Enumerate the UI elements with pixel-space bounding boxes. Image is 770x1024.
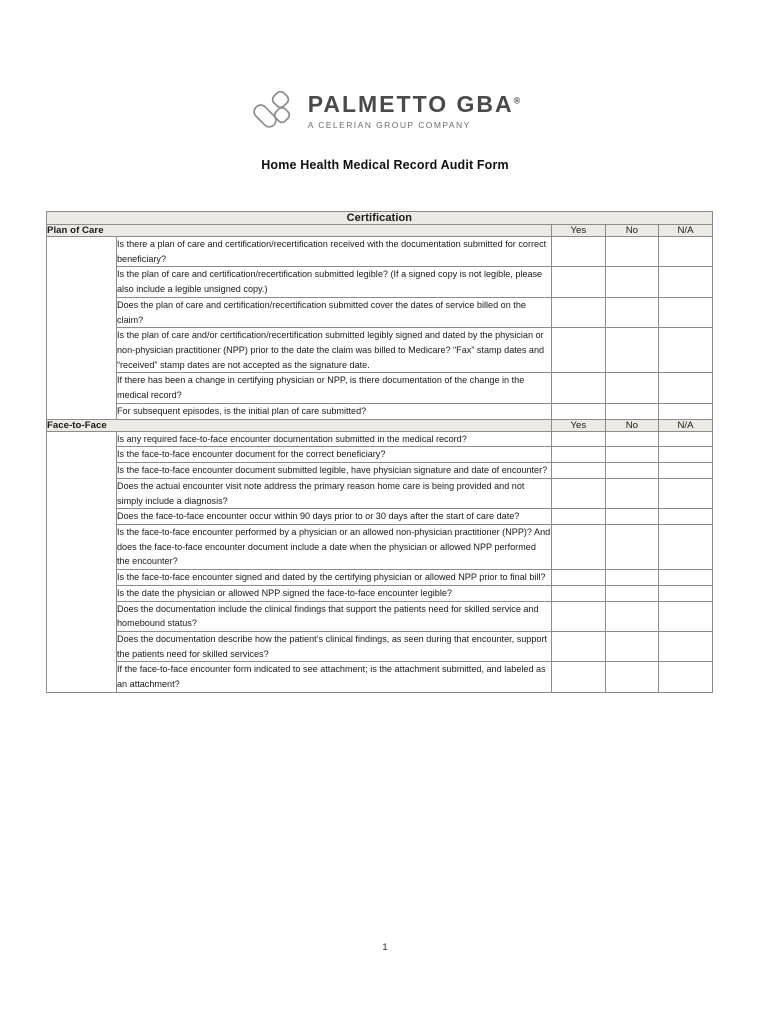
answer-checkbox-yes[interactable] bbox=[552, 478, 606, 508]
answer-checkbox-na[interactable] bbox=[659, 328, 713, 373]
answer-checkbox-na[interactable] bbox=[659, 601, 713, 631]
section-label-plan-of-care: Plan of Care bbox=[47, 225, 552, 237]
question-text: Is the face-to-face encounter document for the correct beneficiary? bbox=[117, 447, 552, 463]
answer-checkbox-na[interactable] bbox=[659, 237, 713, 267]
logo-wordmark-text: PALMETTO GBA bbox=[307, 90, 514, 117]
answer-checkbox-no[interactable] bbox=[605, 328, 659, 373]
question-text: Is any required face-to-face encounter documentation submitted in the medical record? bbox=[117, 431, 552, 447]
question-text: Does the documentation include the clinical findings that support the patients need for skilled service and homebound status? bbox=[117, 601, 552, 631]
answer-checkbox-yes[interactable] bbox=[552, 524, 606, 569]
answer-checkbox-yes[interactable] bbox=[552, 328, 606, 373]
answer-checkbox-yes[interactable] bbox=[552, 447, 606, 463]
question-text: Does the actual encounter visit note address the primary reason home care is being provided and not simply include a diagnosis? bbox=[117, 478, 552, 508]
table-row bbox=[47, 631, 713, 661]
answer-checkbox-no[interactable] bbox=[605, 297, 659, 327]
answer-column-header-na: N/A bbox=[659, 419, 713, 431]
table-main-header: Certification bbox=[47, 212, 713, 225]
question-text: Does the documentation describe how the patient’s clinical findings, as seen during that encounter, support the patients need for skilled services? bbox=[117, 631, 552, 661]
question-text: If the face-to-face encounter form indicated to see attachment; is the attachment submitted, and labeled as an attachment? bbox=[117, 662, 552, 692]
question-text: Does the face-to-face encounter occur within 90 days prior to or 30 days after the start of care date? bbox=[117, 509, 552, 525]
page-number: 1 bbox=[382, 942, 388, 953]
answer-checkbox-na[interactable] bbox=[659, 431, 713, 447]
table-row bbox=[47, 509, 713, 525]
section-header-row bbox=[47, 419, 713, 431]
answer-column-header-no: No bbox=[605, 225, 659, 237]
answer-checkbox-na[interactable] bbox=[659, 267, 713, 297]
table-row bbox=[47, 585, 713, 601]
answer-checkbox-yes[interactable] bbox=[552, 297, 606, 327]
answer-checkbox-no[interactable] bbox=[605, 431, 659, 447]
section-header-row bbox=[47, 225, 713, 237]
answer-checkbox-na[interactable] bbox=[659, 524, 713, 569]
answer-checkbox-yes[interactable] bbox=[552, 237, 606, 267]
answer-checkbox-yes[interactable] bbox=[552, 509, 606, 525]
answer-checkbox-no[interactable] bbox=[605, 662, 659, 692]
palmetto-diamond-logo-icon bbox=[250, 88, 296, 134]
answer-checkbox-no[interactable] bbox=[605, 570, 659, 586]
table-row bbox=[47, 601, 713, 631]
answer-checkbox-no[interactable] bbox=[605, 509, 659, 525]
answer-checkbox-yes[interactable] bbox=[552, 585, 606, 601]
answer-checkbox-na[interactable] bbox=[659, 297, 713, 327]
answer-checkbox-na[interactable] bbox=[659, 509, 713, 525]
answer-checkbox-yes[interactable] bbox=[552, 403, 606, 419]
question-text: For subsequent episodes, is the initial plan of care submitted? bbox=[117, 403, 552, 419]
question-text: Is there a plan of care and certification/recertification received with the documentation submitted for correct beneficiary? bbox=[117, 237, 552, 267]
answer-column-header-na: N/A bbox=[659, 225, 713, 237]
question-text: Is the date the physician or allowed NPP signed the face-to-face encounter legible? bbox=[117, 585, 552, 601]
answer-checkbox-na[interactable] bbox=[659, 585, 713, 601]
logo-wordmark bbox=[308, 92, 521, 116]
answer-checkbox-yes[interactable] bbox=[552, 601, 606, 631]
section-label-face-to-face: Face-to-Face bbox=[47, 419, 552, 431]
answer-checkbox-na[interactable] bbox=[659, 447, 713, 463]
question-text: If there has been a change in certifying physician or NPP, is there documentation of the change in the medical record? bbox=[117, 373, 552, 403]
answer-column-header-yes: Yes bbox=[552, 419, 606, 431]
answer-checkbox-yes[interactable] bbox=[552, 431, 606, 447]
table-row bbox=[47, 267, 713, 297]
answer-checkbox-no[interactable] bbox=[605, 447, 659, 463]
question-text: Does the plan of care and certification/recertification submitted cover the dates of service billed on the claim? bbox=[117, 297, 552, 327]
answer-checkbox-na[interactable] bbox=[659, 463, 713, 479]
table-row bbox=[47, 570, 713, 586]
answer-checkbox-no[interactable] bbox=[605, 478, 659, 508]
registered-trademark-icon: ® bbox=[513, 95, 521, 106]
table-row bbox=[47, 524, 713, 569]
logo-text-block bbox=[308, 92, 521, 130]
palmetto-gba-logo bbox=[0, 0, 770, 134]
table-row bbox=[47, 662, 713, 692]
question-text: Is the face-to-face encounter document submitted legible, have physician signature and date of encounter? bbox=[117, 463, 552, 479]
answer-checkbox-na[interactable] bbox=[659, 373, 713, 403]
answer-column-header-no: No bbox=[605, 419, 659, 431]
answer-checkbox-yes[interactable] bbox=[552, 373, 606, 403]
table-row bbox=[47, 403, 713, 419]
answer-checkbox-no[interactable] bbox=[605, 524, 659, 569]
table-main-header-row bbox=[47, 212, 713, 225]
question-text: Is the face-to-face encounter performed by a physician or an allowed non-physician practitioner (NPP)? And does the face-to-face encounter document include a date when the physician or allowed NPP performed the encounter? bbox=[117, 524, 552, 569]
page-footer bbox=[0, 942, 770, 953]
table-row bbox=[47, 463, 713, 479]
table-row bbox=[47, 373, 713, 403]
table-row bbox=[47, 447, 713, 463]
answer-checkbox-no[interactable] bbox=[605, 601, 659, 631]
answer-checkbox-yes[interactable] bbox=[552, 662, 606, 692]
audit-form-table-container bbox=[46, 211, 712, 693]
answer-checkbox-na[interactable] bbox=[659, 478, 713, 508]
answer-checkbox-yes[interactable] bbox=[552, 267, 606, 297]
question-text: Is the plan of care and certification/recertification submitted legible? (If a signed copy is not legible, please also include a legible unsigned copy.) bbox=[117, 267, 552, 297]
question-text: Is the face-to-face encounter signed and dated by the certifying physician or allowed NPP prior to final bill? bbox=[117, 570, 552, 586]
answer-checkbox-na[interactable] bbox=[659, 631, 713, 661]
answer-checkbox-yes[interactable] bbox=[552, 570, 606, 586]
answer-checkbox-no[interactable] bbox=[605, 403, 659, 419]
answer-checkbox-yes[interactable] bbox=[552, 631, 606, 661]
logo-tagline: A CELERIAN GROUP COMPANY bbox=[307, 120, 471, 131]
audit-form-table bbox=[46, 211, 713, 693]
answer-checkbox-na[interactable] bbox=[659, 662, 713, 692]
answer-checkbox-no[interactable] bbox=[605, 237, 659, 267]
answer-checkbox-no[interactable] bbox=[605, 463, 659, 479]
table-row bbox=[47, 478, 713, 508]
table-row bbox=[47, 297, 713, 327]
answer-checkbox-no[interactable] bbox=[605, 267, 659, 297]
section-spacer-cell bbox=[47, 431, 117, 692]
section-spacer-cell bbox=[47, 237, 117, 420]
answer-column-header-yes: Yes bbox=[552, 225, 606, 237]
answer-checkbox-na[interactable] bbox=[659, 403, 713, 419]
page-title: Home Health Medical Record Audit Form bbox=[261, 158, 509, 172]
answer-checkbox-no[interactable] bbox=[605, 585, 659, 601]
table-row bbox=[47, 237, 713, 267]
answer-checkbox-na[interactable] bbox=[659, 570, 713, 586]
table-row bbox=[47, 431, 713, 447]
answer-checkbox-no[interactable] bbox=[605, 631, 659, 661]
question-text: Is the plan of care and/or certification/recertification submitted legibly signed and dated by the physician or non-physician practitioner (NPP) prior to the date the claim was billed to Medicare? “Fax” stamp dates and “received” stamp dates are not accepted as the signature date. bbox=[117, 328, 552, 373]
answer-checkbox-yes[interactable] bbox=[552, 463, 606, 479]
table-row bbox=[47, 328, 713, 373]
answer-checkbox-no[interactable] bbox=[605, 373, 659, 403]
